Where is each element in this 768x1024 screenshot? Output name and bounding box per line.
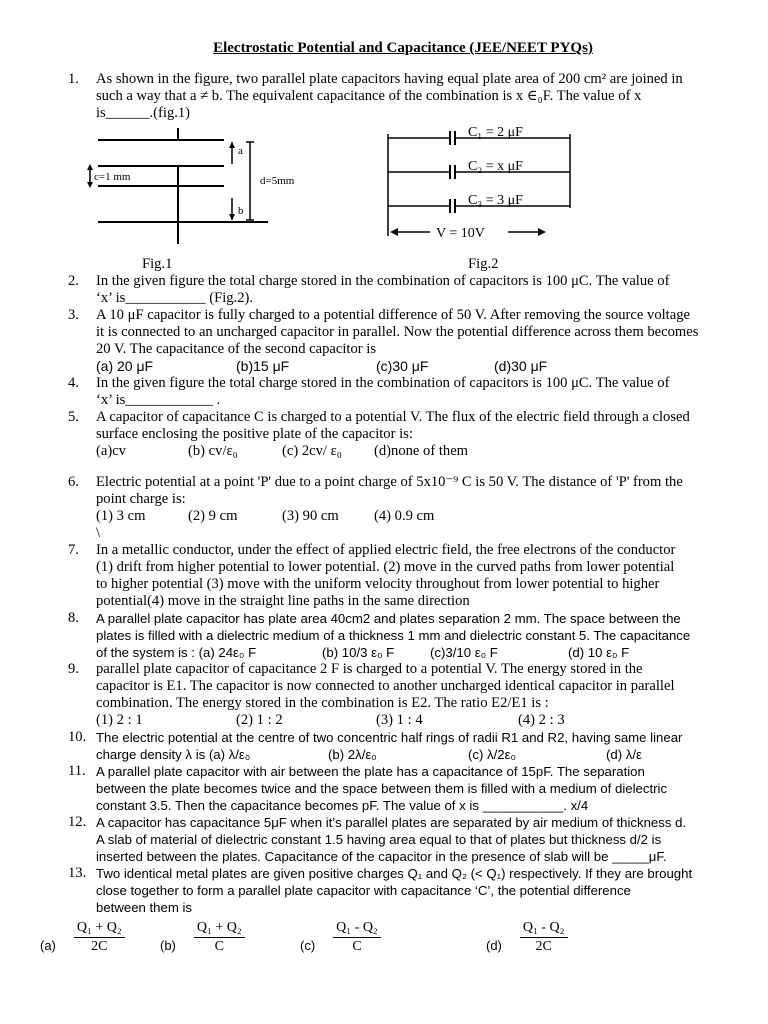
option-3: (3) 1 : 4 [376, 712, 423, 728]
figure-1-diagram [28, 126, 328, 256]
fraction-option-d [486, 920, 568, 955]
question-line: is______.(fig.1) [96, 105, 191, 121]
answer-options [96, 644, 728, 661]
fig2-label-c2: C₂ = x μF [468, 159, 523, 174]
option-1: (1) 3 cm [96, 508, 146, 524]
question-line: capacitor is E1. The capacitor is now connected to another uncharged identical capacitor in parallel [96, 678, 675, 694]
option-3: (3) 90 cm [282, 508, 339, 524]
option-label: (b) [160, 938, 176, 953]
option-1: (1) 2 : 1 [96, 712, 143, 728]
question-11 [68, 763, 728, 814]
option-a: of the system is : (a) 24ε₀ F [96, 645, 257, 660]
question-8 [68, 610, 728, 661]
question-line: it is connected to an uncharged capacitor in parallel. Now the potential difference across them becomes [96, 324, 699, 340]
question-13 [68, 865, 728, 916]
question-number: 7. [68, 542, 79, 558]
question-line: such a way that a ≠ b. The equivalent capacitance of the combination is x ∈₀F. The value of x [96, 88, 642, 104]
answer-options [96, 358, 728, 375]
question-6 [68, 474, 728, 542]
question-line: In the given figure the total charge stored in the combination of capacitors is 100 μC. The value of [96, 273, 670, 289]
option-b: (b)15 μF [236, 358, 290, 374]
option-label: (c) [300, 938, 316, 953]
question-9 [68, 661, 728, 729]
question-number: 9. [68, 661, 79, 677]
question-line: Electric potential at a point 'P' due to a point charge of 5x10⁻⁹ C is 50 V. The distance of 'P' from the [96, 474, 683, 490]
option-d: (d) 10 ε₀ F [568, 645, 630, 660]
question-line: A capacitor of capacitance C is charged to a potential V. The flux of the electric field through a closed [96, 409, 690, 425]
question-line: (1) drift from higher potential to lower potential. (2) move in the curved paths from lower potential [96, 559, 675, 575]
fraction-option-a [40, 920, 125, 955]
question-number: 3. [68, 307, 79, 323]
option-b: (b) 10/3 ε₀ F [322, 645, 395, 660]
arrow-head-icon [229, 142, 235, 148]
figure-2-circuit [358, 126, 578, 256]
stray-mark: \ [96, 525, 101, 541]
denominator: 2C [535, 939, 552, 954]
option-d: (d) λ/ε [606, 747, 642, 762]
question-line: potential(4) move in the straight line paths in the same direction [96, 593, 470, 609]
arrow-left-icon [390, 228, 398, 236]
numerator: Q₁ - Q₂ [333, 920, 381, 938]
fraction [520, 920, 568, 955]
denominator: C [352, 939, 362, 954]
fraction-option-b [160, 920, 245, 955]
question-line: ‘x’ is____________ . [96, 392, 221, 408]
question-10 [68, 729, 728, 763]
fraction [74, 920, 125, 955]
fraction-option-c [300, 920, 381, 955]
question-number: 12. [68, 814, 87, 830]
option-label: (d) [486, 938, 502, 953]
fig2-label-c3: C₃ = 3 μF [468, 193, 523, 208]
option-2: (2) 1 : 2 [236, 712, 283, 728]
question-line: The electric potential at the centre of two concentric half rings of radii R1 and R2, having same linear [96, 730, 683, 745]
question-line: A slab of material of dielectric constant 1.5 having area equal to that of plates but thickness d/2 is [96, 832, 662, 847]
figures-row [68, 126, 728, 256]
arrow-right-icon [538, 228, 546, 236]
numerator: Q₁ + Q₂ [194, 920, 245, 938]
fig1-label-a: a [238, 145, 243, 157]
question-4 [68, 375, 728, 409]
question-number: 5. [68, 409, 79, 425]
answer-options [96, 746, 728, 763]
fig1-label-b: b [238, 205, 244, 217]
question-line: A 10 μF capacitor is fully charged to a potential difference of 50 V. After removing the source voltage [96, 307, 690, 323]
question-line: combination. The energy stored in the combination is E2. The ratio E2/E1 is : [96, 695, 549, 711]
question-line: point charge is: [96, 491, 186, 507]
fig2-caption: Fig.2 [468, 256, 499, 272]
option-a: (a) 20 μF [96, 358, 154, 374]
question-line: Two identical metal plates are given positive charges Q₁ and Q₂ (< Q₁) respectively. If they are brought [96, 866, 693, 881]
question-line: In the given figure the total charge stored in the combination of capacitors is 100 μC. The value of [96, 375, 670, 391]
answer-options [96, 712, 728, 729]
question-line: A parallel plate capacitor has plate area 40cm2 and plates separation 2 mm. The space between the [96, 611, 681, 626]
numerator: Q₁ - Q₂ [520, 920, 568, 938]
question-number: 4. [68, 375, 79, 391]
denominator: 2C [91, 939, 108, 954]
question-7 [68, 542, 728, 610]
option-c: (c) λ/2ε₀ [468, 747, 516, 762]
spacer [68, 460, 728, 474]
question-1 [68, 71, 728, 122]
answer-options [96, 508, 728, 525]
page-title: Electrostatic Potential and Capacitance (JEE/NEET PYQs) [213, 40, 593, 56]
fig1-label-d: d=5mm [260, 175, 295, 187]
numerator: Q₁ + Q₂ [74, 920, 125, 938]
question-5 [68, 409, 728, 460]
question-line: surface enclosing the positive plate of the capacitor is: [96, 426, 413, 442]
question-number: 10. [68, 729, 87, 745]
option-d: (d)none of them [374, 443, 469, 459]
fraction [194, 920, 245, 955]
question-number: 13. [68, 865, 87, 881]
question-line: ‘x’ is___________ (Fig.2). [96, 290, 254, 306]
question-line: A parallel plate capacitor with air between the plate has a capacitance of 15pF. The separation [96, 764, 645, 779]
question-number: 2. [68, 273, 79, 289]
question-line: constant 3.5. Then the capacitance becomes pF. The value of x is ___________. x/4 [96, 798, 589, 813]
fraction [333, 920, 381, 955]
question-line: As shown in the figure, two parallel plate capacitors having equal plate area of 200 cm² are joined in [96, 71, 683, 87]
option-a: (a)cv [96, 443, 126, 459]
fig2-label-v: V = 10V [436, 226, 485, 241]
option-label: (a) [40, 938, 56, 953]
question-line: 20 V. The capacitance of the second capacitor is [96, 341, 377, 357]
arrow-head-icon [87, 182, 93, 188]
question-line: parallel plate capacitor of capacitance 2 F is charged to a potential V. The energy stored in the [96, 661, 643, 677]
question-number: 8. [68, 610, 79, 626]
arrow-head-icon [229, 214, 235, 220]
fig1-label-c: c=1 mm [94, 171, 131, 183]
question-number: 6. [68, 474, 79, 490]
option-4: (4) 2 : 3 [518, 712, 565, 728]
option-b: (b) 2λ/ε₀ [328, 747, 377, 762]
question-line: between them is [96, 900, 193, 915]
answer-options [96, 443, 728, 460]
option-2: (2) 9 cm [188, 508, 238, 524]
question-line: to higher potential (3) move with the uniform velocity throughout from lower potential to higher [96, 576, 660, 592]
option-a: charge density λ is (a) λ/ε₀ [96, 747, 251, 762]
figure-captions [68, 256, 728, 273]
question-number: 11. [68, 763, 86, 779]
option-c: (c) 2cv/ ε₀ [282, 443, 342, 459]
arrow-head-icon [87, 164, 93, 170]
question-line: inserted between the plates. Capacitance of the capacitor in the presence of slab will be _____μF. [96, 849, 667, 864]
question-3 [68, 307, 728, 375]
question-12 [68, 814, 728, 865]
fig1-caption: Fig.1 [142, 256, 173, 272]
denominator: C [214, 939, 224, 954]
question-line: close together to form a parallel plate capacitor with capacitance ‘C’, the potential difference [96, 883, 631, 898]
option-c: (c)3/10 ε₀ F [430, 645, 498, 660]
option-4: (4) 0.9 cm [374, 508, 435, 524]
option-d: (d)30 μF [494, 358, 548, 374]
fig2-label-c1: C₁ = 2 μF [468, 126, 523, 140]
question-line: plates is filled with a dielectric medium of a thickness 1 mm and dielectric constant 5. The capacitance [96, 628, 691, 643]
question-number: 1. [68, 71, 79, 87]
question-line: between the plate becomes twice and the space between them is filled with a medium of dielectric [96, 781, 668, 796]
answer-fractions [40, 920, 728, 964]
option-c: (c)30 μF [376, 358, 429, 374]
option-b: (b) cv/ε₀ [188, 443, 238, 459]
question-line: A capacitor has capacitance 5μF when it’s parallel plates are separated by air medium of thickness d. [96, 815, 687, 830]
question-line: In a metallic conductor, under the effect of applied electric field, the free electrons of the conductor [96, 542, 676, 558]
question-2 [68, 273, 728, 307]
